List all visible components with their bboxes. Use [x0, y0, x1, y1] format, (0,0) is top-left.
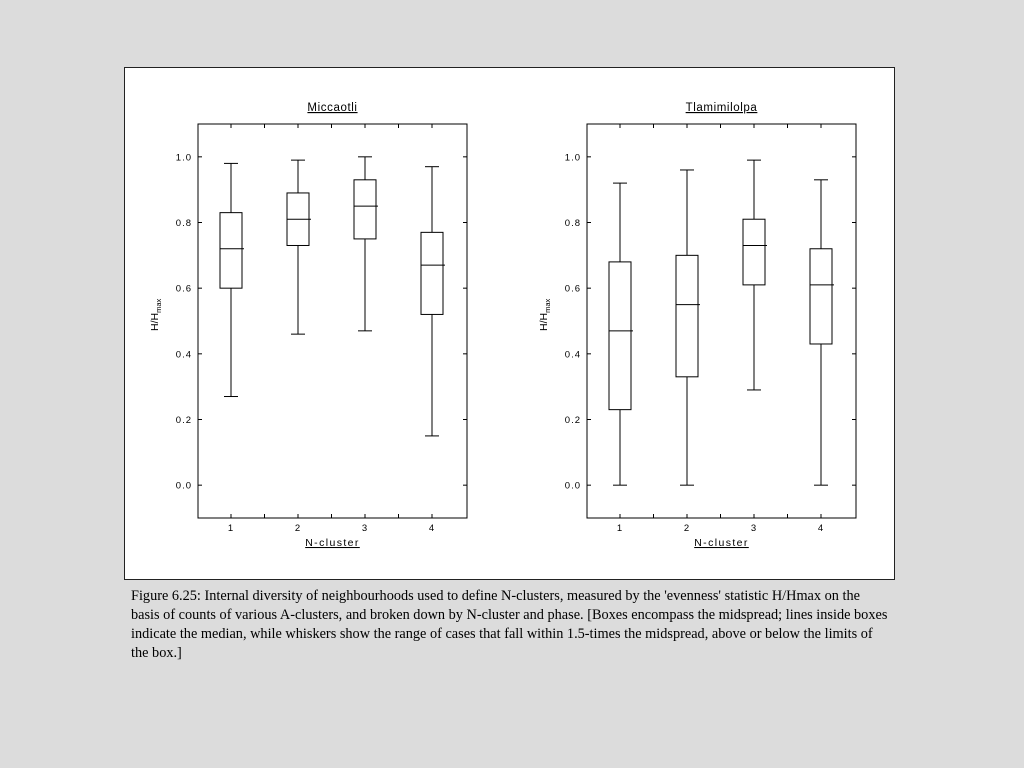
x-tick-label: 2	[683, 523, 691, 534]
panel-title: Miccaotli	[307, 102, 358, 114]
y-tick-label: 0.8	[175, 218, 192, 229]
x-tick-label: 4	[817, 523, 825, 534]
y-tick-label: 0.4	[564, 349, 581, 361]
y-tick-label: 0.8	[564, 218, 581, 229]
x-axis-label: N-cluster	[305, 537, 360, 549]
y-tick-label: 0.2	[564, 415, 581, 426]
y-axis-label: $H/H_{max}$	[538, 298, 552, 331]
x-axis-label: N-cluster	[694, 537, 749, 549]
y-tick-label: 0.2	[175, 415, 192, 426]
y-tick-label: 1.0	[564, 152, 581, 164]
y-axis-label: $H/H_{max}$	[149, 298, 163, 331]
x-tick-label: 3	[750, 523, 758, 534]
box-iqr	[421, 232, 443, 314]
y-tick-label: 0.6	[175, 283, 192, 295]
panel-2	[538, 102, 856, 549]
y-tick-label: 0.4	[175, 349, 192, 361]
x-tick-label: 3	[361, 523, 369, 534]
x-tick-label: 2	[294, 523, 302, 534]
box-iqr	[609, 262, 631, 410]
x-tick-label: 4	[428, 523, 436, 534]
y-tick-label: 0.0	[175, 480, 192, 492]
x-tick-label: 1	[616, 523, 624, 534]
x-tick-label: 1	[227, 523, 235, 534]
panel-title: Tlamimilolpa	[685, 102, 758, 114]
y-tick-label: 0.6	[564, 283, 581, 295]
plot-frame	[198, 124, 467, 518]
box-iqr	[676, 255, 698, 376]
box-iqr	[810, 249, 832, 344]
figure-caption: Figure 6.25: Internal diversity of neighbourhoods used to define N-clusters, measured by the 'evenness' statistic H/Hmax on the basis of counts of various A-clusters, and broken down by N-cluster and phase. [Boxes encompass the midspread; lines inside boxes indicate the median, while whiskers show the range of cases that fall within 1.5-times the midspread, above or below the limits of the box.]	[131, 588, 888, 661]
y-tick-label: 1.0	[175, 152, 192, 164]
y-tick-label: 0.0	[564, 480, 581, 492]
figure-frame	[124, 67, 895, 580]
box-iqr	[220, 213, 242, 289]
box-iqr	[743, 219, 765, 285]
box-iqr	[354, 180, 376, 239]
boxplot-figure	[125, 68, 896, 581]
panel-1	[149, 102, 467, 549]
